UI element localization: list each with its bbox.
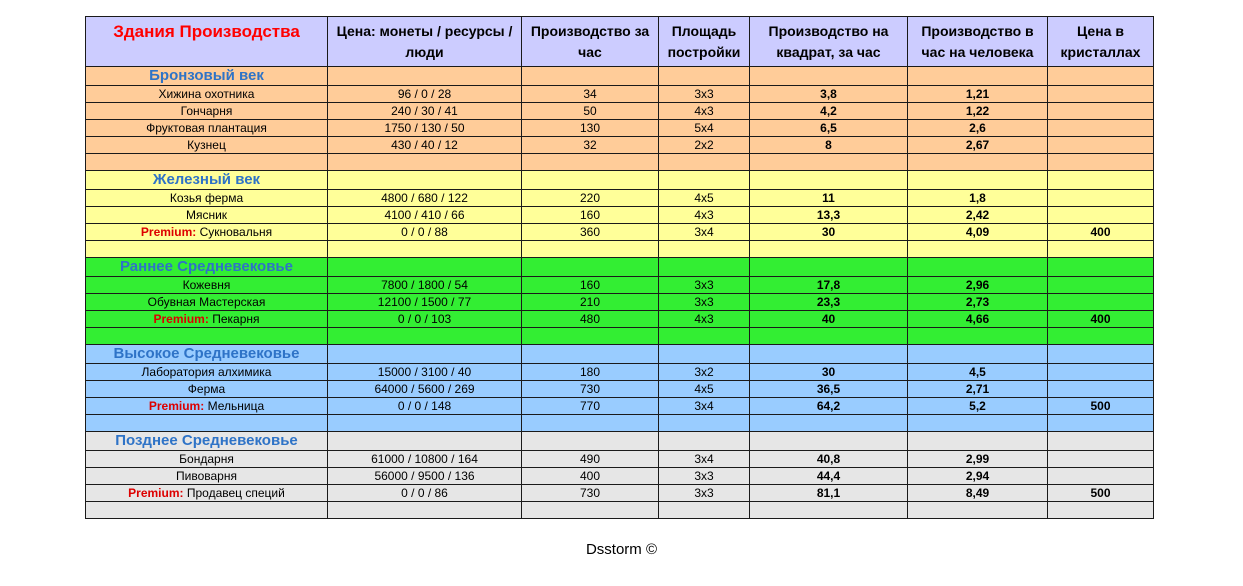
- per-hour-cell: 160: [522, 277, 659, 294]
- price-cell: 430 / 40 / 12: [328, 137, 522, 154]
- per-square-cell: 44,4: [750, 468, 908, 485]
- empty-cell: [328, 328, 522, 345]
- building-name: Фруктовая плантация: [146, 121, 267, 135]
- era-empty-cell: [750, 432, 908, 451]
- area-cell: 3x4: [659, 398, 750, 415]
- empty-cell: [659, 154, 750, 171]
- building-name: Кожевня: [182, 278, 231, 292]
- era-row: [86, 345, 1154, 364]
- empty-cell: [328, 502, 522, 519]
- per-person-cell: 2,71: [908, 381, 1048, 398]
- empty-cell: [522, 502, 659, 519]
- era-empty-cell: [1048, 171, 1154, 190]
- price-cell: 61000 / 10800 / 164: [328, 451, 522, 468]
- empty-cell: [86, 328, 328, 345]
- era-empty-cell: [750, 67, 908, 86]
- table-row: [86, 207, 1154, 224]
- empty-cell: [1048, 415, 1154, 432]
- area-cell: 4x3: [659, 311, 750, 328]
- per-person-cell: 2,67: [908, 137, 1048, 154]
- per-square-cell: 81,1: [750, 485, 908, 502]
- building-name-cell: [86, 468, 328, 485]
- per-square-cell: 64,2: [750, 398, 908, 415]
- area-cell: 4x5: [659, 190, 750, 207]
- premium-label: Premium:: [140, 225, 197, 239]
- empty-cell: [522, 415, 659, 432]
- empty-cell: [86, 154, 328, 171]
- era-empty-cell: [908, 258, 1048, 277]
- empty-cell: [522, 241, 659, 258]
- building-name-cell: [86, 137, 328, 154]
- era-empty-cell: [908, 432, 1048, 451]
- empty-cell: [1048, 241, 1154, 258]
- area-cell: 3x3: [659, 86, 750, 103]
- separator-row: [86, 328, 1154, 345]
- separator-row: [86, 154, 1154, 171]
- era-title: Бронзовый век: [86, 67, 328, 86]
- per-person-cell: 1,22: [908, 103, 1048, 120]
- crystals-cell: 500: [1048, 485, 1154, 502]
- separator-row: [86, 415, 1154, 432]
- per-square-cell: 23,3: [750, 294, 908, 311]
- era-row: [86, 432, 1154, 451]
- building-name-cell: [86, 311, 328, 328]
- era-empty-cell: [328, 67, 522, 86]
- empty-cell: [750, 154, 908, 171]
- area-cell: 3x3: [659, 294, 750, 311]
- empty-cell: [659, 328, 750, 345]
- building-name-cell: [86, 224, 328, 241]
- empty-cell: [908, 415, 1048, 432]
- empty-cell: [328, 241, 522, 258]
- building-name: Обувная Мастерская: [147, 295, 266, 309]
- per-hour-cell: 480: [522, 311, 659, 328]
- price-cell: 0 / 0 / 86: [328, 485, 522, 502]
- era-empty-cell: [328, 432, 522, 451]
- per-square-cell: 3,8: [750, 86, 908, 103]
- per-square-cell: 40: [750, 311, 908, 328]
- per-hour-cell: 210: [522, 294, 659, 311]
- table-body: [86, 67, 1154, 519]
- empty-cell: [908, 328, 1048, 345]
- empty-cell: [908, 502, 1048, 519]
- price-cell: 4800 / 680 / 122: [328, 190, 522, 207]
- per-square-cell: 17,8: [750, 277, 908, 294]
- table-row: [86, 451, 1154, 468]
- empty-cell: [659, 241, 750, 258]
- area-cell: 4x3: [659, 103, 750, 120]
- area-cell: 3x4: [659, 224, 750, 241]
- area-cell: 2x2: [659, 137, 750, 154]
- building-name: Хижина охотника: [158, 87, 255, 101]
- crystals-cell: [1048, 190, 1154, 207]
- era-empty-cell: [522, 432, 659, 451]
- per-hour-cell: 50: [522, 103, 659, 120]
- header-area: Площадь постройки: [659, 17, 750, 67]
- per-person-cell: 2,42: [908, 207, 1048, 224]
- area-cell: 3x3: [659, 468, 750, 485]
- area-cell: 3x3: [659, 277, 750, 294]
- table-row: [86, 103, 1154, 120]
- building-name-cell: [86, 364, 328, 381]
- per-square-cell: 11: [750, 190, 908, 207]
- table-row: [86, 120, 1154, 137]
- per-square-cell: 30: [750, 364, 908, 381]
- building-name: Кузнец: [187, 138, 226, 152]
- empty-cell: [522, 154, 659, 171]
- per-hour-cell: 32: [522, 137, 659, 154]
- per-hour-cell: 400: [522, 468, 659, 485]
- per-square-cell: 40,8: [750, 451, 908, 468]
- table-row: [86, 294, 1154, 311]
- per-hour-cell: 770: [522, 398, 659, 415]
- crystals-cell: [1048, 294, 1154, 311]
- table-title: Здания Производства: [86, 17, 328, 67]
- era-empty-cell: [522, 67, 659, 86]
- table-row: [86, 364, 1154, 381]
- per-person-cell: 2,94: [908, 468, 1048, 485]
- era-empty-cell: [908, 67, 1048, 86]
- table-row: [86, 381, 1154, 398]
- premium-label: Premium:: [153, 312, 209, 326]
- per-person-cell: 4,66: [908, 311, 1048, 328]
- era-empty-cell: [750, 345, 908, 364]
- era-empty-cell: [328, 171, 522, 190]
- building-name: Пекарня: [212, 312, 260, 326]
- empty-cell: [908, 241, 1048, 258]
- per-person-cell: 5,2: [908, 398, 1048, 415]
- crystals-cell: [1048, 381, 1154, 398]
- building-name-cell: [86, 294, 328, 311]
- crystals-cell: [1048, 207, 1154, 224]
- price-cell: 0 / 0 / 103: [328, 311, 522, 328]
- era-empty-cell: [908, 171, 1048, 190]
- building-name: Гончарня: [180, 104, 233, 118]
- price-cell: 240 / 30 / 41: [328, 103, 522, 120]
- era-empty-cell: [659, 345, 750, 364]
- header-price: Цена: монеты / ресурсы / люди: [328, 17, 522, 67]
- empty-cell: [1048, 154, 1154, 171]
- table-row: [86, 137, 1154, 154]
- table-row: [86, 398, 1154, 415]
- table-row: [86, 86, 1154, 103]
- crystals-cell: [1048, 120, 1154, 137]
- production-buildings-table: [85, 16, 1154, 519]
- era-empty-cell: [522, 258, 659, 277]
- building-name: Мясник: [185, 208, 228, 222]
- premium-label: Premium:: [128, 486, 184, 500]
- area-cell: 3x4: [659, 451, 750, 468]
- area-cell: 4x3: [659, 207, 750, 224]
- empty-cell: [659, 415, 750, 432]
- per-square-cell: 8: [750, 137, 908, 154]
- era-empty-cell: [659, 67, 750, 86]
- building-name: Козья ферма: [169, 191, 244, 205]
- price-cell: 0 / 0 / 148: [328, 398, 522, 415]
- per-person-cell: 4,5: [908, 364, 1048, 381]
- header-per-person: Производство в час на человека: [908, 17, 1048, 67]
- crystals-cell: 400: [1048, 311, 1154, 328]
- price-cell: 12100 / 1500 / 77: [328, 294, 522, 311]
- table-row: [86, 224, 1154, 241]
- per-hour-cell: 34: [522, 86, 659, 103]
- building-name-cell: [86, 120, 328, 137]
- era-empty-cell: [328, 258, 522, 277]
- era-title: Позднее Средневековье: [86, 432, 328, 451]
- per-person-cell: 2,96: [908, 277, 1048, 294]
- empty-cell: [1048, 328, 1154, 345]
- building-name-cell: [86, 86, 328, 103]
- separator-row: [86, 502, 1154, 519]
- empty-cell: [750, 502, 908, 519]
- building-name: Продавец специй: [186, 486, 285, 500]
- era-empty-cell: [750, 258, 908, 277]
- building-name-cell: [86, 277, 328, 294]
- crystals-cell: [1048, 468, 1154, 485]
- building-name-cell: [86, 190, 328, 207]
- price-cell: 64000 / 5600 / 269: [328, 381, 522, 398]
- building-name-cell: [86, 451, 328, 468]
- header-per-square: Производство на квадрат, за час: [750, 17, 908, 67]
- building-name: Сукновальня: [199, 225, 273, 239]
- per-square-cell: 13,3: [750, 207, 908, 224]
- price-cell: 15000 / 3100 / 40: [328, 364, 522, 381]
- per-hour-cell: 730: [522, 381, 659, 398]
- price-cell: 56000 / 9500 / 136: [328, 468, 522, 485]
- building-name-cell: [86, 485, 328, 502]
- per-hour-cell: 360: [522, 224, 659, 241]
- era-empty-cell: [328, 345, 522, 364]
- era-empty-cell: [659, 432, 750, 451]
- per-person-cell: 8,49: [908, 485, 1048, 502]
- building-name-cell: [86, 381, 328, 398]
- table-row: [86, 277, 1154, 294]
- empty-cell: [328, 415, 522, 432]
- area-cell: 3x3: [659, 485, 750, 502]
- header-per-hour: Производство за час: [522, 17, 659, 67]
- era-empty-cell: [1048, 258, 1154, 277]
- empty-cell: [86, 415, 328, 432]
- separator-row: [86, 241, 1154, 258]
- area-cell: 5x4: [659, 120, 750, 137]
- empty-cell: [908, 154, 1048, 171]
- per-person-cell: 1,8: [908, 190, 1048, 207]
- price-cell: 7800 / 1800 / 54: [328, 277, 522, 294]
- era-row: [86, 67, 1154, 86]
- table-row: [86, 485, 1154, 502]
- crystals-cell: 400: [1048, 224, 1154, 241]
- era-title: Высокое Средневековье: [86, 345, 328, 364]
- empty-cell: [328, 154, 522, 171]
- per-hour-cell: 730: [522, 485, 659, 502]
- per-person-cell: 2,6: [908, 120, 1048, 137]
- empty-cell: [86, 241, 328, 258]
- per-person-cell: 2,99: [908, 451, 1048, 468]
- per-square-cell: 4,2: [750, 103, 908, 120]
- crystals-cell: [1048, 86, 1154, 103]
- era-empty-cell: [1048, 345, 1154, 364]
- table-row: [86, 190, 1154, 207]
- table-row: [86, 468, 1154, 485]
- building-name-cell: [86, 398, 328, 415]
- header-row: [86, 17, 1154, 67]
- price-cell: 4100 / 410 / 66: [328, 207, 522, 224]
- empty-cell: [86, 502, 328, 519]
- per-hour-cell: 220: [522, 190, 659, 207]
- era-empty-cell: [522, 171, 659, 190]
- header-crystals: Цена в кристаллах: [1048, 17, 1154, 67]
- era-row: [86, 171, 1154, 190]
- era-empty-cell: [908, 345, 1048, 364]
- per-square-cell: 30: [750, 224, 908, 241]
- building-name-cell: [86, 207, 328, 224]
- premium-label: Premium:: [148, 399, 205, 413]
- era-empty-cell: [1048, 67, 1154, 86]
- building-name: Пивоварня: [176, 469, 237, 483]
- crystals-cell: [1048, 277, 1154, 294]
- per-hour-cell: 130: [522, 120, 659, 137]
- empty-cell: [1048, 502, 1154, 519]
- building-name: Ферма: [187, 382, 226, 396]
- era-title: Железный век: [86, 171, 328, 190]
- table-row: [86, 311, 1154, 328]
- crystals-cell: 500: [1048, 398, 1154, 415]
- era-empty-cell: [659, 171, 750, 190]
- era-empty-cell: [750, 171, 908, 190]
- crystals-cell: [1048, 137, 1154, 154]
- era-title: Раннее Средневековье: [86, 258, 328, 277]
- building-name-cell: [86, 103, 328, 120]
- per-hour-cell: 160: [522, 207, 659, 224]
- crystals-cell: [1048, 451, 1154, 468]
- empty-cell: [659, 502, 750, 519]
- per-person-cell: 1,21: [908, 86, 1048, 103]
- empty-cell: [522, 328, 659, 345]
- building-name: Лаборатория алхимика: [141, 365, 272, 379]
- crystals-cell: [1048, 103, 1154, 120]
- empty-cell: [750, 241, 908, 258]
- era-row: [86, 258, 1154, 277]
- area-cell: 3x2: [659, 364, 750, 381]
- per-square-cell: 36,5: [750, 381, 908, 398]
- era-empty-cell: [1048, 432, 1154, 451]
- crystals-cell: [1048, 364, 1154, 381]
- per-hour-cell: 490: [522, 451, 659, 468]
- price-cell: 96 / 0 / 28: [328, 86, 522, 103]
- building-name: Бондарня: [179, 452, 234, 466]
- per-hour-cell: 180: [522, 364, 659, 381]
- price-cell: 1750 / 130 / 50: [328, 120, 522, 137]
- empty-cell: [750, 328, 908, 345]
- era-empty-cell: [522, 345, 659, 364]
- empty-cell: [750, 415, 908, 432]
- per-person-cell: 4,09: [908, 224, 1048, 241]
- per-square-cell: 6,5: [750, 120, 908, 137]
- price-cell: 0 / 0 / 88: [328, 224, 522, 241]
- area-cell: 4x5: [659, 381, 750, 398]
- era-empty-cell: [659, 258, 750, 277]
- per-person-cell: 2,73: [908, 294, 1048, 311]
- building-name: Мельница: [207, 399, 265, 413]
- footer-credit: Dsstorm ©: [585, 541, 658, 558]
